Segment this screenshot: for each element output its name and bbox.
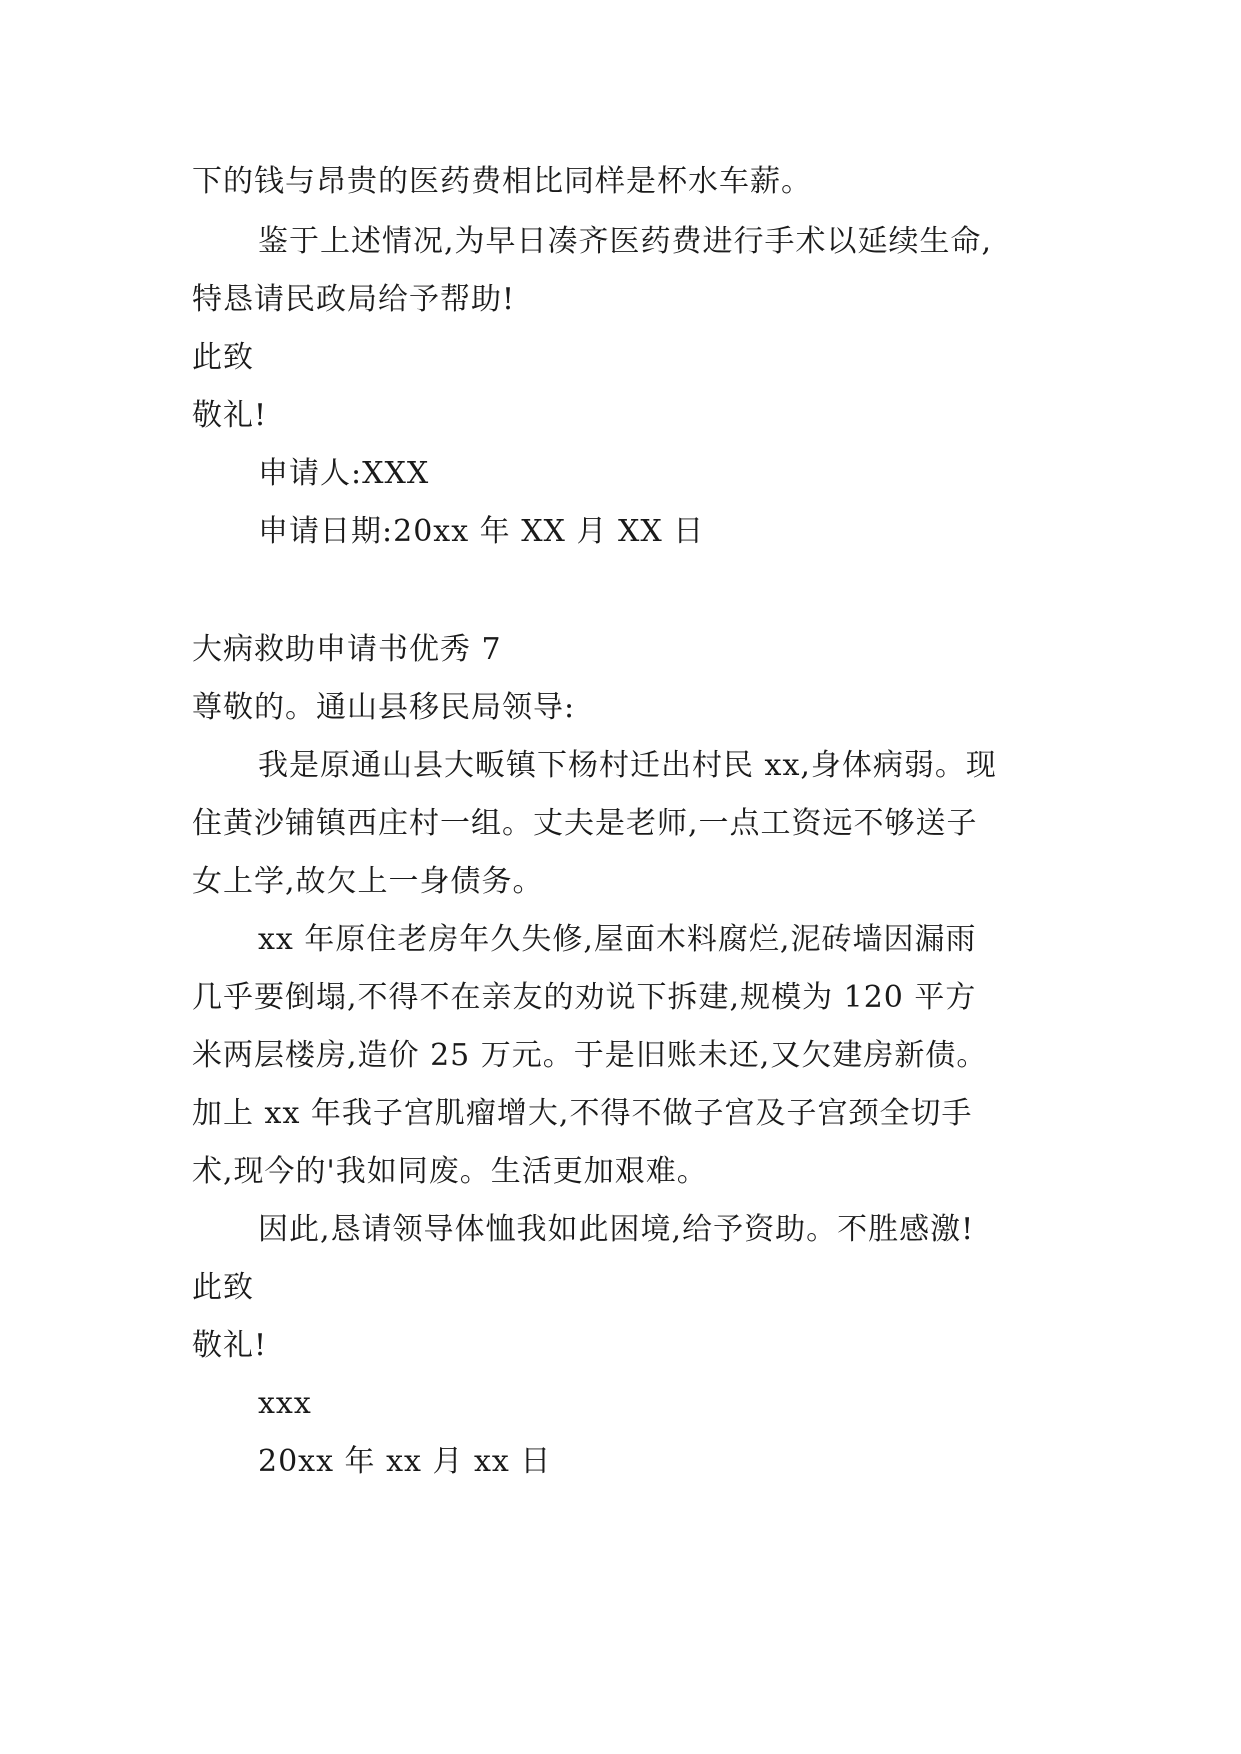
text-line: 因此,恳请领导体恤我如此困境,给予资助。不胜感激!	[258, 1212, 975, 1247]
text-line: 鉴于上述情况,为早日凑齐医药费进行手术以延续生命,	[258, 224, 993, 259]
date-line: 20xx 年 xx 月 xx 日	[258, 1444, 552, 1479]
date-line: 申请日期:20xx 年 XX 月 XX 日	[258, 514, 705, 549]
text-line: 女上学,故欠上一身债务。	[192, 864, 544, 899]
text-line: 我是原通山县大畈镇下杨村迁出村民 xx,身体病弱。现	[258, 748, 997, 783]
text-line: 加上 xx 年我子宫肌瘤增大,不得不做子宫及子宫颈全切手	[192, 1096, 973, 1131]
section-title: 大病救助申请书优秀 7	[192, 632, 502, 667]
text-line: xx 年原住老房年久失修,屋面木料腐烂,泥砖墙因漏雨	[258, 922, 977, 957]
text-line: 特恳请民政局给予帮助!	[192, 282, 516, 317]
text-line: 术,现今的'我如同废。生活更加艰难。	[192, 1154, 708, 1189]
closing-line: 此致	[192, 340, 254, 375]
closing-line: 敬礼!	[192, 1328, 268, 1363]
applicant-line: 申请人:XXX	[258, 456, 430, 491]
closing-line: 敬礼!	[192, 398, 268, 433]
text-line: 下的钱与昂贵的医药费相比同样是杯水车薪。	[192, 164, 812, 199]
closing-line: 此致	[192, 1270, 254, 1305]
text-line: 住黄沙铺镇西庄村一组。丈夫是老师,一点工资远不够送子	[192, 806, 978, 841]
salutation-line: 尊敬的。通山县移民局领导:	[192, 690, 576, 725]
signature-line: xxx	[258, 1386, 312, 1421]
text-line: 几乎要倒塌,不得不在亲友的劝说下拆建,规模为 120 平方	[192, 980, 977, 1015]
text-line: 米两层楼房,造价 25 万元。于是旧账未还,又欠建房新债。	[192, 1038, 988, 1073]
